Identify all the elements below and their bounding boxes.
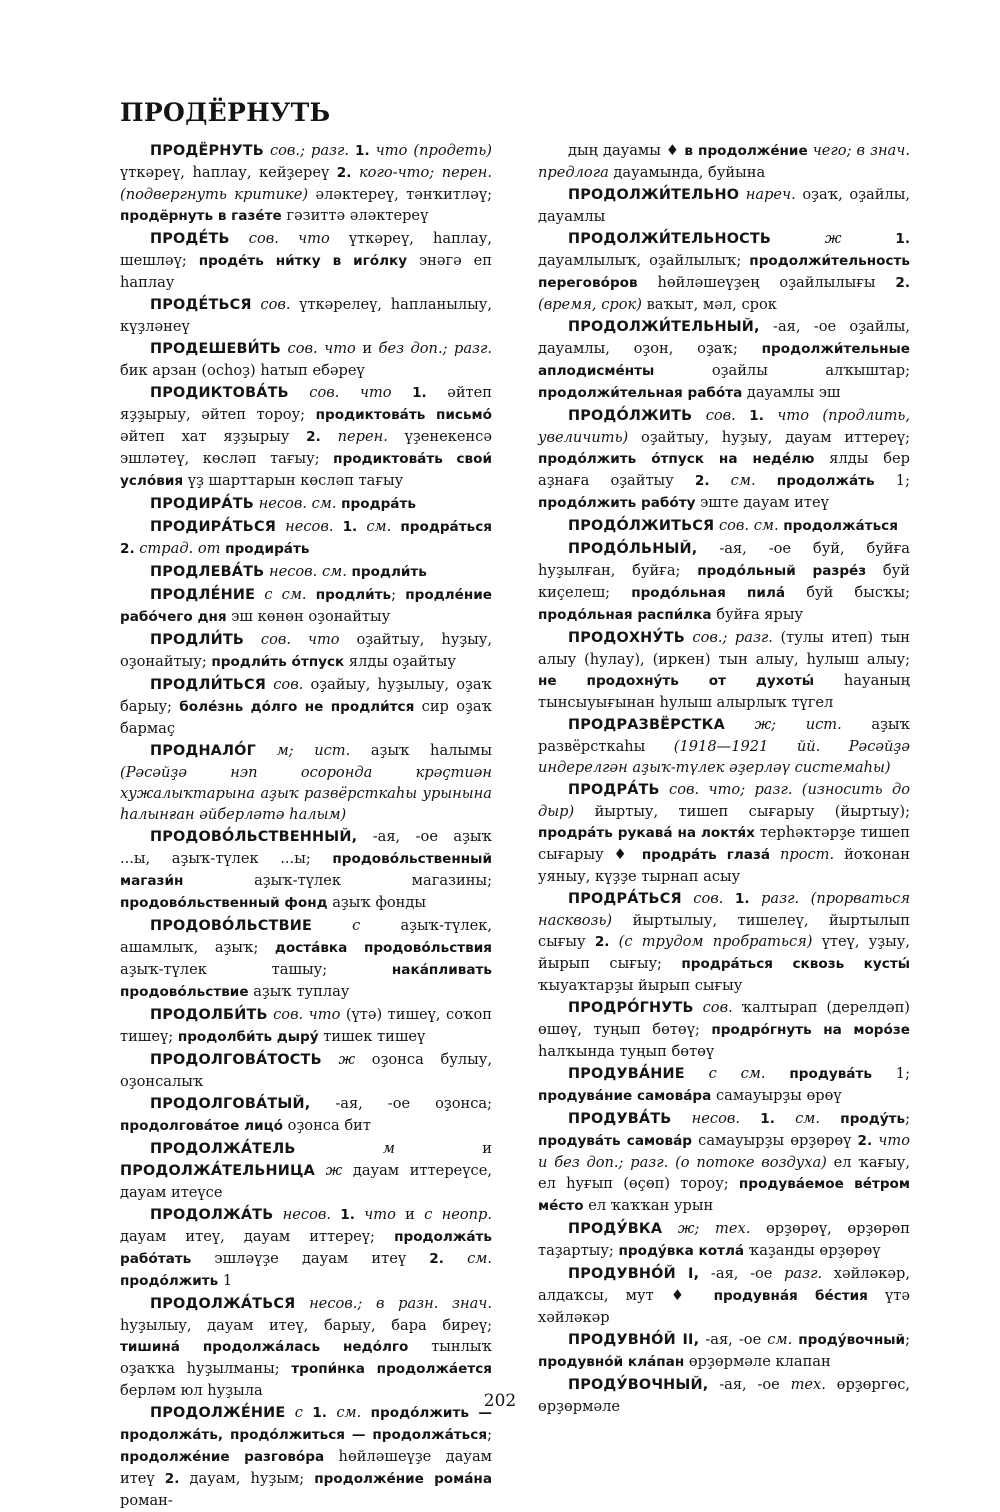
example-phrase: продува́ть (789, 1066, 872, 1082)
headword: ПРОДОЛЖИ́ТЕЛЬНЫЙ, (568, 319, 760, 335)
grammar-note: ж; тех. (662, 1220, 766, 1237)
example-phrase: 2. (306, 429, 321, 445)
example-phrase: 2. (429, 1251, 444, 1267)
translation-text: дауамлылыҡ, оҙайлылыҡ; (538, 252, 750, 269)
headword: ПРОДОЛЖЕ́НИЕ (150, 1405, 286, 1421)
headword: ПРОДЕ́ТЬ (150, 231, 230, 247)
grammar-note: (с трудом пробраться) (609, 933, 822, 950)
example-phrase: продле́ние рабо́чего дня (120, 587, 492, 625)
grammar-note: несов. см. (253, 495, 342, 512)
dictionary-entry (538, 1263, 910, 1328)
translation-text: аҙыҡ фонды (327, 894, 427, 911)
headword: ПРОДИРА́ТЬСЯ (150, 519, 276, 535)
translation-text: ҡаҙанды өрҙөрөү (744, 1242, 881, 1259)
headword: ПРОДИКТОВА́ТЬ (150, 385, 289, 401)
example-phrase: продува́ние самова́ра (538, 1088, 712, 1104)
headword: ПРОДУ́ВКА (568, 1221, 663, 1237)
translation-text: йыртыу, тишеп сығарыу (йыртыу); (594, 803, 910, 820)
translation-text: үткәреү, һаплау, кейҙереү (120, 164, 337, 181)
dictionary-entry (120, 382, 492, 492)
headword: ПРОДОЛЖА́ТЬ (150, 1207, 274, 1223)
example-phrase: продра́ться сквозь кусты́ (681, 956, 910, 972)
translation-text: 1; (871, 1065, 910, 1082)
grammar-note: сов. что (229, 230, 349, 247)
translation-text: дауамында, буйына (613, 164, 766, 181)
translation-text: тынлыҡ оҙаҡҡа һуҙылманы; (120, 1338, 492, 1377)
translation-text: оҙаҡ, оҙайлы, дауамлы (538, 186, 910, 225)
headword: ПРОДРАЗВЁРСТКА (568, 717, 725, 733)
grammar-note: с неопр. (424, 1206, 492, 1223)
translation-text: и (362, 340, 379, 357)
translation-text: дың дауамы ♦ (568, 142, 685, 159)
translation-text: аҙыҡ һалымы (370, 742, 492, 759)
translation-text: ялды оҙайтыу (344, 653, 456, 670)
page-number: 202 (483, 1391, 517, 1411)
grammar-note: м; ист. (255, 742, 371, 759)
headword: ПРОДОЛГОВА́ТЫЙ, (150, 1096, 311, 1112)
example-phrase: 1. (342, 519, 358, 535)
dictionary-entry (538, 140, 910, 183)
grammar-note: сов. (693, 999, 742, 1016)
translation-text: әйтеп яҙҙырыу, әйтеп тороу; (120, 384, 492, 423)
example-phrase: доста́вка продово́льствия (274, 940, 493, 956)
grammar-note: с см. (684, 1065, 790, 1082)
grammar-note: разг. (784, 1265, 834, 1282)
translation-text: буй киҫелеш; (538, 562, 910, 601)
grammar-note: ж (771, 230, 896, 247)
headword: ПРОДЛИ́ТЬСЯ (150, 677, 267, 693)
grammar-note: перен. (320, 428, 405, 445)
grammar-note: сов.; разг. (684, 629, 781, 646)
example-phrase: проде́ть ни́тку в иго́лку (198, 253, 408, 269)
example-phrase: продолжи́тельная рабо́та (538, 385, 743, 401)
grammar-note: кого-что; перен. (подвергнуть критике) (120, 164, 492, 203)
example-phrase: продово́льственный фонд (120, 895, 328, 911)
headword: ПРОДРА́ТЬ (568, 782, 660, 798)
dictionary-entry (538, 316, 910, 404)
translation-text: оҙайлы алҡыштар; (654, 362, 910, 379)
grammar-note: сов. (266, 676, 311, 693)
dictionary-entry (120, 1138, 492, 1203)
dictionary-entry (538, 228, 910, 315)
translation-text: һөйләшеүҙең оҙайлылығы (637, 274, 896, 291)
translation-text: ел ҡағыу, ел һуғып (өҫөп) тороу; (538, 1154, 910, 1192)
grammar-note: чего; в знач. предлога (538, 142, 910, 181)
dictionary-entry (120, 561, 492, 583)
example-phrase: продувна́я бе́стия (713, 1288, 868, 1304)
translation-text: -ая, -ое (699, 1331, 768, 1348)
dictionary-entry (538, 627, 910, 713)
dictionary-entry (120, 1402, 492, 1511)
example-phrase: продо́лжить (120, 1273, 219, 1289)
translation-text: оҙайтыу, һуҙыу, дауам иттереү; (641, 429, 910, 446)
example-phrase: продо́льная распи́лка (538, 607, 712, 623)
grammar-note: сов. что (244, 631, 357, 648)
translation-text: аҙыҡ туплау (248, 983, 350, 1000)
translation-text: -ая, -ое аҙыҡ ...ы, аҙыҡ-түлек ...ы; (120, 828, 492, 867)
translation-text: үткәрелеү, һапланылыу, күҙләнеү (120, 296, 492, 335)
dictionary-entry (120, 740, 492, 825)
headword: ПРОДОЛЖИ́ТЕЛЬНОСТЬ (568, 231, 772, 247)
grammar-note: см. (767, 1331, 799, 1348)
translation-text: ҡалтырап (дерелдәп) өшөү, туңып бөтөү; (538, 999, 911, 1038)
example-phrase: продолби́ть дыру́ (177, 1029, 319, 1045)
translation-text: хәйләкәр, алдаҡсы, мут ♦ (538, 1265, 910, 1304)
example-phrase: проду́вочный (798, 1332, 906, 1348)
example-phrase: продолжа́ть (776, 473, 875, 489)
translation-text: аҙыҡ-түлек ташыу; (120, 961, 392, 978)
dictionary-entry (120, 140, 492, 227)
translation-text: ; (905, 1110, 910, 1127)
grammar-note: см. (774, 1110, 841, 1127)
translation-text: аҙыҡ-түлек магазины; (183, 872, 492, 889)
translation-text: эш көнөн оҙонайтыу (226, 608, 391, 625)
translation-text: -ая, -ое (699, 1265, 785, 1282)
translation-text: (тулы итеп) тын алыу (һулау), (иркен) тын алыу, һулыш алыу; (538, 629, 910, 668)
translation-text: ; (391, 586, 406, 603)
translation-text: энәгә еп һаплау (120, 252, 492, 291)
translation-text: сир оҙаҡ бармаҫ (120, 698, 492, 737)
translation-text: оҙайыу, һуҙылыу, оҙаҡ барыу; (120, 676, 492, 715)
example-phrase: продра́ть рукава́ на локтя́х (538, 825, 755, 841)
grammar-note: сов. (251, 296, 300, 313)
dictionary-entry (120, 584, 492, 628)
translation-text: өрҙөрмәле клапан (684, 1353, 831, 1370)
grammar-note: см. (443, 1250, 492, 1267)
translation-text: аҙыҡ развёрсткаһы (538, 716, 910, 755)
headword: ПРОДУ́ВОЧНЫЙ, (568, 1377, 709, 1393)
dictionary-entry (538, 888, 910, 996)
dictionary-entry (538, 405, 910, 514)
example-phrase: продувно́й кла́пан (538, 1354, 685, 1370)
dictionary-entry (120, 1004, 492, 1048)
grammar-note: несов. см. (264, 563, 352, 580)
translation-text: -ая, -ое оҙонса; (310, 1095, 492, 1112)
grammar-note: сов. что (288, 384, 413, 401)
translation-text: ел ҡаҡҡан урын (583, 1197, 714, 1214)
grammar-note: нареч. (739, 186, 803, 203)
headword: ПРОДО́ЛЬНЫЙ, (568, 541, 698, 557)
example-phrase: боле́знь до́лго не продли́тся (179, 699, 415, 715)
grammar-note: (1918—1921 йй. Рәсәйҙә индерелгән аҙыҡ-түлек әҙерләү системаһы) (538, 738, 910, 776)
headword: ПРОДУВНО́Й II, (568, 1332, 700, 1348)
example-phrase: 1. (312, 1405, 327, 1421)
example-phrase: 1. (734, 891, 750, 907)
dictionary-entry (120, 493, 492, 515)
dictionary-entry (120, 674, 492, 739)
example-phrase: проду́вка котла́ (618, 1243, 745, 1259)
grammar-note: ж; ист. (724, 716, 872, 733)
grammar-note: см. (357, 518, 401, 535)
grammar-note: страд. от (134, 540, 226, 557)
example-phrase: 2. (895, 275, 910, 291)
headword: ПРОДУВА́ТЬ (568, 1111, 672, 1127)
example-phrase: продува́емое ве́тром ме́сто (538, 1176, 910, 1214)
translation-text: дауам иттереүсе, дауам итеүсе (120, 1162, 492, 1201)
dictionary-entry (120, 1204, 492, 1292)
example-phrase: 1. (412, 385, 427, 401)
example-phrase: продиктова́ть свои́ усло́вия (120, 451, 493, 489)
translation-text: аҙыҡ-түлек, ашамлыҡ, аҙыҡ; (120, 917, 492, 956)
translation-text: ҡыуаҡтарҙы йырып сығыу (538, 977, 743, 994)
translation-text: оҙайтыу, һуҙыу, оҙонайтыу; (120, 631, 492, 670)
translation-text: терһәктәрҙе тишеп сығарыу ♦ (538, 824, 910, 863)
grammar-note: сов. что; разг. (износить до дыр) (538, 781, 910, 820)
grammar-note: сов. (692, 407, 750, 424)
translation-text: ; (487, 1426, 492, 1443)
translation-text: самауырҙы өрҙөрөү (692, 1132, 858, 1149)
grammar-note: что (354, 1206, 406, 1223)
dictionary-entry (538, 1063, 910, 1107)
example-phrase: продува́ть самова́р (538, 1133, 692, 1149)
grammar-note: (Рәсәйҙә нэп осоронда крәҫтиән хужалыҡтарына аҙыҡ развёрсткаһы урынына һалынған әйберләтә һалым) (120, 764, 492, 823)
example-phrase: продо́лжить рабо́ту (538, 495, 696, 511)
example-phrase: продо́лжить о́тпуск на неде́лю (538, 451, 815, 467)
headword: ПРОДОЛБИ́ТЬ (150, 1007, 268, 1023)
headword: ПРОДОЛЖА́ТЬСЯ (150, 1296, 296, 1312)
example-phrase: в продолже́ние (684, 143, 808, 159)
grammar-note: тех. (790, 1376, 837, 1393)
headword: ПРОДУВНО́Й I, (568, 1266, 700, 1282)
example-phrase: 2. (857, 1133, 873, 1149)
translation-text: эшләүҙе дауам итеү (191, 1250, 430, 1267)
dictionary-entry (538, 184, 910, 227)
page-header: ПРОДЁРНУТЬ (120, 98, 331, 127)
grammar-note: прост. (770, 846, 845, 863)
translation-text: һөйләшеүҙе дауам итеү (120, 1448, 492, 1487)
dictionary-entry (538, 997, 910, 1062)
translation-text: һуҙылыу, дауам итеү, барыу, бара биреү; (120, 1317, 492, 1334)
grammar-note: сов. см. (714, 517, 784, 534)
headword: ПРОДОЛГОВА́ТОСТЬ (150, 1052, 322, 1068)
translation-text: 1; (874, 472, 910, 489)
example-phrase: продово́льственный магази́н (120, 851, 492, 889)
dictionary-entry (120, 915, 492, 1003)
headword: ПРОДЛЕВА́ТЬ (150, 564, 265, 580)
headword: ПРОДОВО́ЛЬСТВИЕ (150, 918, 313, 934)
translation-text: дауам итеү, дауам иттереү; (120, 1228, 395, 1245)
translation-text: буйға ярыу (711, 606, 804, 623)
dictionary-entry (538, 1218, 910, 1262)
translation-text: роман- (120, 1492, 173, 1509)
translation-text: йыртылыу, тишелеү, йыртылып сығыу (538, 912, 910, 950)
translation-text: гәзиттә әләктереү (281, 207, 429, 224)
translation-text: үҙенекенсә эшләтеү, көсләп тағыу; (120, 428, 492, 467)
grammar-note: без доп.; разг. (378, 340, 492, 357)
translation-text: (үтә) тишеү, соҡоп тишеү; (120, 1006, 492, 1045)
headword: ПРОДРО́ГНУТЬ (568, 1000, 694, 1016)
grammar-note: ж (321, 1051, 372, 1068)
example-phrase: продиктова́ть письмо́ (315, 407, 492, 423)
translation-text: дауам, һуҙым; (179, 1470, 315, 1487)
translation-text: әләктереү, тәнҡитләү; (315, 186, 492, 203)
example-phrase: продолже́ние разгово́ра (120, 1449, 325, 1465)
headword: ПРОДУВА́НИЕ (568, 1066, 685, 1082)
example-phrase: 1. (895, 231, 910, 247)
headword: ПРОДОЛЖА́ТЕЛЬ (150, 1141, 296, 1157)
example-phrase: продолжа́ть рабо́тать (120, 1229, 492, 1267)
example-phrase: продли́ть (351, 564, 427, 580)
example-phrase: 2. (594, 934, 610, 950)
right-column (538, 140, 910, 1418)
grammar-note: м (295, 1140, 483, 1157)
translation-text: һауаның тынсыуығынан һулыш алырлыҡ түгел (538, 672, 910, 711)
translation-text: -ая, -ое оҙайлы, дауамлы, оҙон, оҙаҡ; (538, 318, 910, 357)
dictionary-entry (120, 516, 492, 560)
headword: ПРОДЛИ́ТЬ (150, 632, 245, 648)
translation-text: -ая, -ое (708, 1376, 791, 1393)
example-phrase: продро́гнуть на моро́зе (711, 1022, 910, 1038)
headword: ПРОДИРА́ТЬ (150, 496, 254, 512)
dictionary-entry (120, 1093, 492, 1137)
grammar-note: с (312, 917, 401, 934)
grammar-note: несов. (671, 1110, 761, 1127)
translation-text: үтә хәйләкәр (538, 1287, 910, 1326)
example-phrase: 1. (340, 1207, 355, 1223)
example-phrase: продолжи́тельность перегово́ров (538, 253, 910, 291)
example-phrase: 1. (749, 408, 764, 424)
grammar-note: сов. (681, 890, 735, 907)
example-phrase: 2. (694, 473, 710, 489)
translation-text: 1 (218, 1272, 233, 1289)
dictionary-entry (120, 228, 492, 293)
example-phrase: продо́льная пила́ (631, 585, 786, 601)
translation-text: самауырҙы өрөү (711, 1087, 842, 1104)
example-phrase: продолгова́тое лицо́ (120, 1118, 284, 1134)
example-phrase: 1. (355, 143, 370, 159)
dictionary-entry (538, 779, 910, 887)
translation-text: -ая, -ое буй, буйға һуҙылған, буйға; (538, 540, 910, 579)
grammar-note: что (продлить, увеличить) (538, 407, 910, 446)
headword: ПРОДНАЛО́Г (150, 743, 256, 759)
grammar-note: сов. что (267, 1006, 346, 1023)
headword: ПРОДО́ЛЖИТЬ (568, 408, 693, 424)
dictionary-entry (120, 629, 492, 673)
grammar-note: что (продеть) (369, 142, 492, 159)
headword: ПРОДЁРНУТЬ (150, 143, 264, 159)
headword: ПРОДЛЕ́НИЕ (150, 587, 256, 603)
translation-text: ; (905, 1331, 910, 1348)
dictionary-entry (120, 1049, 492, 1092)
dictionary-entry (120, 338, 492, 381)
translation-text: үтеү, уҙыу, йырып сығыу; (538, 933, 910, 972)
example-phrase: продли́ть (315, 587, 392, 603)
translation-text: оҙонса бит (283, 1117, 371, 1134)
example-phrase: продира́ть (225, 541, 310, 557)
grammar-note: см. (709, 472, 777, 489)
translation-text: йоҡонан уяныу, күҙҙе тырнап асыу (538, 846, 910, 885)
translation-text: буй бысҡы; (785, 584, 910, 601)
example-phrase: тишина́ продолжа́лась недо́лго (120, 1339, 409, 1355)
grammar-note: что и без доп.; разг. (о потоке воздуха) (538, 1132, 911, 1171)
grammar-note: см. (326, 1404, 371, 1421)
headword: ПРОДЕ́ТЬСЯ (150, 297, 252, 313)
translation-text: тишек тишеү (318, 1028, 426, 1045)
translation-text: бик арзан (осһоҙ) һатып ебәреү (120, 362, 365, 379)
translation-text: үҙ шарттарын көсләп тағыу (183, 472, 404, 489)
grammar-note: сов. что (281, 340, 363, 357)
left-column (120, 140, 492, 1512)
headword: ПРОДЕШЕВИ́ТЬ (150, 341, 282, 357)
dictionary-entry (120, 1293, 492, 1401)
grammar-note: сов.; разг. (263, 142, 356, 159)
grammar-note: ж (314, 1162, 353, 1179)
example-phrase: 2. (336, 165, 352, 181)
grammar-note: несов. (273, 1206, 341, 1223)
headword: ПРОДОЛЖА́ТЕЛЬНИЦА (120, 1163, 315, 1179)
dictionary-entry (538, 714, 910, 778)
translation-text: ялды бер аҙнаға оҙайтыу (538, 450, 911, 489)
example-phrase: продолжа́ться (783, 518, 898, 534)
translation-text: дауамлы эш (742, 384, 841, 401)
translation-text: әйтеп хат яҙҙырыу (120, 428, 307, 445)
grammar-note: несов.; в разн. знач. (295, 1295, 492, 1312)
example-phrase: продо́лжить — продолжа́ть, продо́лжиться — продолжа́ться (120, 1405, 492, 1443)
dictionary-entry (120, 826, 492, 914)
dictionary-entry (120, 294, 492, 337)
example-phrase: 1. (760, 1111, 775, 1127)
translation-text: оҙонса булыу, оҙонсалыҡ (120, 1051, 492, 1090)
headword: ПРОДОХНУ́ТЬ (568, 630, 685, 646)
example-phrase: проду́ть (840, 1111, 906, 1127)
dictionary-entry (538, 515, 910, 537)
example-phrase: продолжи́тельные аплодисме́нты (538, 341, 910, 379)
grammar-note: с см. (255, 586, 316, 603)
grammar-note: с (285, 1404, 313, 1421)
dictionary-entry (538, 538, 910, 626)
dictionary-entry (538, 1329, 910, 1373)
translation-text: и (482, 1140, 492, 1157)
headword: ПРОДО́ЛЖИТЬСЯ (568, 518, 715, 534)
translation-text: берләм юл һуҙыла (120, 1382, 263, 1399)
translation-text: и (405, 1206, 425, 1223)
translation-text: һалҡында туңып бөтөү (538, 1043, 715, 1060)
translation-text: өрҙөрөү, өрҙөрөп таҙартыу; (538, 1220, 910, 1259)
grammar-note: (время, срок) (538, 296, 647, 313)
example-phrase: 2. (164, 1471, 180, 1487)
example-phrase: тропи́нка продолжа́ется (291, 1361, 492, 1377)
translation-text: өрҙөргөс, өрҙөрмәле (538, 1376, 911, 1415)
headword: ПРОДРА́ТЬСЯ (568, 891, 682, 907)
example-phrase: нака́пливать продово́льствие (120, 962, 492, 1000)
translation-text: ваҡыт, мәл, срок (646, 296, 777, 313)
example-phrase: не продохну́ть от духоты́ (538, 673, 815, 689)
headword: ПРОДОЛЖИ́ТЕЛЬНО (568, 187, 740, 203)
example-phrase: продёрнуть в газе́те (120, 208, 282, 224)
example-phrase: продолже́ние рома́на (314, 1471, 492, 1487)
example-phrase: продра́ть глаза́ (641, 847, 771, 863)
dictionary-entry (538, 1108, 910, 1217)
example-phrase: продли́ть о́тпуск (211, 654, 345, 670)
example-phrase: продра́ть (341, 496, 416, 512)
example-phrase: продра́ться 2. (120, 519, 492, 557)
example-phrase: продо́льный разре́з (697, 563, 867, 579)
headword: ПРОДОВО́ЛЬСТВЕННЫЙ, (150, 829, 358, 845)
translation-text: эште дауам итеү (695, 494, 829, 511)
translation-text: үткәреү, һаплау, шешләү; (120, 230, 492, 269)
grammar-note: разг. (прорваться насквозь) (538, 890, 910, 929)
grammar-note: несов. (276, 518, 343, 535)
